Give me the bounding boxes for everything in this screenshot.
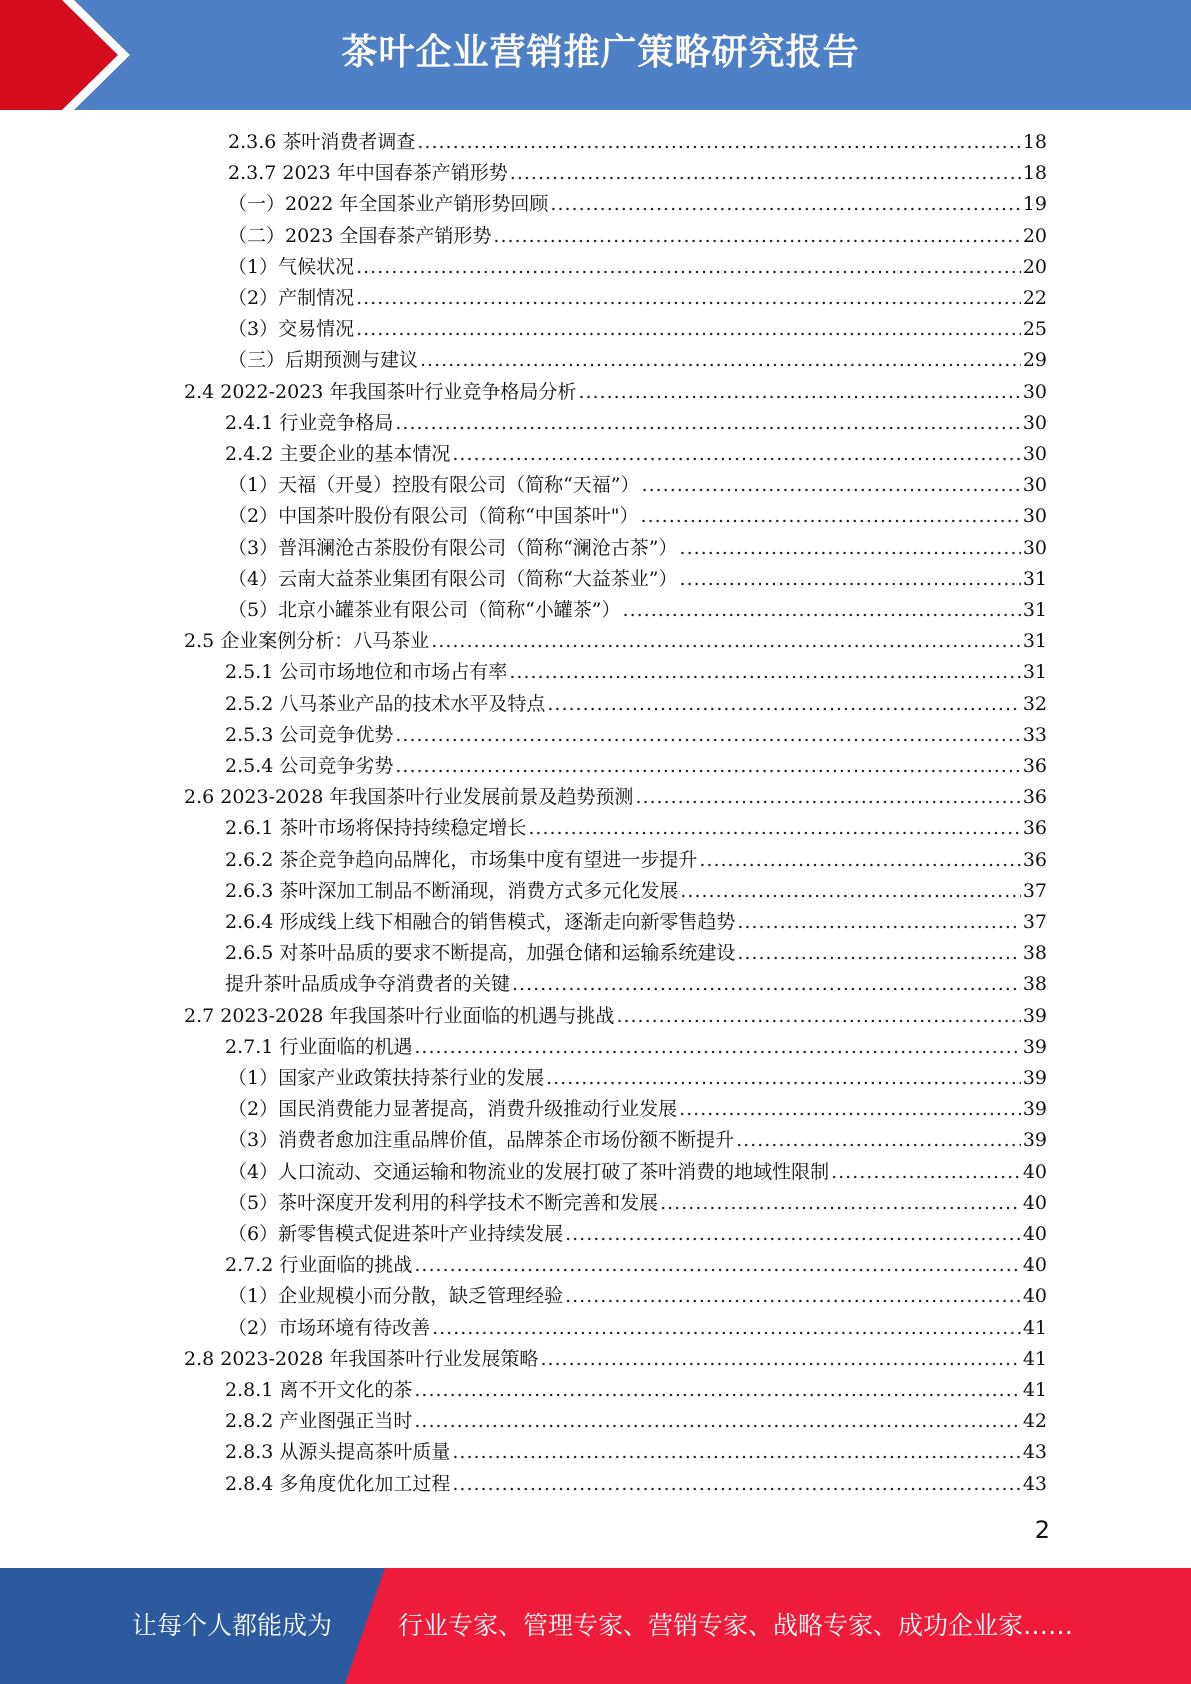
toc-entry-title: 2.4 2022-2023 年我国茶叶行业竞争格局分析 — [184, 380, 577, 403]
toc-entry[interactable] — [225, 1437, 1047, 1468]
toc-entry[interactable] — [184, 626, 1047, 657]
toc-entry-page: 43 — [1022, 1441, 1047, 1464]
toc-entry-title: 2.6.4 形成线上线下相融合的销售模式，逐渐走向新零售趋势 — [225, 911, 736, 933]
toc-dot-leader — [452, 1437, 1020, 1468]
toc-entry-page: 18 — [1022, 162, 1047, 185]
toc-entry-page: 38 — [1022, 973, 1047, 996]
toc-entry-page: 37 — [1022, 879, 1047, 902]
toc-entry[interactable] — [225, 720, 1047, 751]
toc-entry-title: （3）普洱澜沧古茶股份有限公司（简称“澜沧古茶”） — [228, 536, 678, 559]
toc-entry-page: 30 — [1022, 411, 1047, 434]
toc-entry-page: 39 — [1022, 1129, 1047, 1152]
toc-entry-page: 40 — [1022, 1285, 1047, 1308]
toc-entry[interactable] — [225, 657, 1047, 688]
toc-entry-page: 31 — [1022, 599, 1047, 621]
toc-entry[interactable] — [228, 1094, 1047, 1125]
toc-entry-page: 39 — [1022, 1035, 1047, 1058]
toc-entry-title: （一）2022 年全国茶业产销形势回顾 — [228, 193, 549, 216]
toc-entry-page: 36 — [1022, 755, 1047, 777]
toc-entry-title: （4）云南大益茶业集团有限公司（简称“大益茶业”） — [228, 567, 678, 590]
toc-dot-leader — [414, 1406, 1020, 1437]
toc-dot-leader — [528, 813, 1020, 844]
toc-entry[interactable] — [228, 221, 1047, 252]
toc-entry[interactable] — [184, 1344, 1047, 1375]
toc-entry[interactable] — [228, 501, 1047, 532]
toc-entry-page: 40 — [1022, 1223, 1047, 1245]
toc-entry[interactable] — [228, 158, 1047, 189]
toc-entry-page: 20 — [1022, 224, 1047, 247]
toc-entry-title: （2）市场环境有待改善 — [228, 1316, 431, 1339]
toc-entry-page: 39 — [1022, 1004, 1047, 1027]
toc-entry-title: 2.7.1 行业面临的机遇 — [225, 1035, 413, 1058]
toc-dot-leader — [432, 1313, 1021, 1344]
toc-entry-title: 2.5 企业案例分析：八马茶业 — [184, 630, 430, 653]
toc-dot-leader — [565, 1281, 1021, 1312]
toc-dot-leader — [414, 1032, 1020, 1063]
report-title: 茶叶企业营销推广策略研究报告 — [341, 32, 860, 73]
toc-entry-title: （1）企业规模小而分散，缺乏管理经验 — [228, 1285, 564, 1308]
toc-entry[interactable] — [184, 377, 1047, 408]
toc-entry-title: （二）2023 全国春茶产销形势 — [228, 224, 492, 247]
toc-dot-leader — [737, 907, 1020, 938]
toc-entry[interactable] — [228, 1188, 1047, 1219]
toc-entry-page: 30 — [1022, 380, 1047, 403]
toc-entry[interactable] — [184, 782, 1047, 813]
toc-entry-title: （1）国家产业政策扶持茶行业的发展 — [228, 1067, 545, 1089]
toc-entry[interactable] — [225, 1375, 1047, 1406]
toc-entry[interactable] — [228, 1281, 1047, 1312]
toc-entry[interactable] — [228, 1157, 1047, 1188]
toc-entry[interactable] — [225, 1250, 1047, 1281]
toc-dot-leader — [510, 158, 1021, 189]
page-number: 2 — [1034, 1516, 1050, 1544]
toc-dot-leader — [395, 408, 1020, 439]
toc-dot-leader — [452, 1469, 1020, 1500]
toc-dot-leader — [509, 657, 1020, 688]
toc-dot-leader — [660, 1188, 1021, 1219]
toc-dot-leader — [565, 1219, 1021, 1250]
toc-entry-page: 29 — [1022, 349, 1047, 372]
toc-dot-leader — [635, 782, 1020, 813]
toc-dot-leader — [641, 501, 1021, 532]
toc-entry-title: （5）茶叶深度开发利用的科学技术不断完善和发展 — [228, 1191, 659, 1214]
toc-entry-title: 2.6 2023-2028 年我国茶叶行业发展前景及趋势预测 — [184, 786, 634, 809]
toc-entry[interactable] — [228, 1313, 1047, 1344]
toc-entry-page: 30 — [1022, 536, 1047, 559]
toc-entry-title: 2.4.2 主要企业的基本情况 — [225, 443, 451, 465]
toc-entry-page: 40 — [1022, 1191, 1047, 1214]
toc-dot-leader — [414, 1250, 1020, 1281]
toc-entry-page: 43 — [1022, 1472, 1047, 1495]
toc-entry-page: 25 — [1022, 318, 1047, 341]
toc-entry[interactable] — [228, 1063, 1047, 1094]
toc-entry[interactable] — [225, 813, 1047, 844]
toc-entry-title: （4）人口流动、交通运输和物流业的发展打破了茶叶消费的地域性限制 — [228, 1160, 830, 1183]
toc-entry-title: 2.7 2023-2028 年我国茶叶行业面临的机遇与挑战 — [184, 1004, 615, 1027]
toc-entry-page: 18 — [1022, 131, 1047, 153]
toc-dot-leader — [356, 283, 1021, 314]
toc-dot-leader — [680, 564, 1021, 595]
toc-entry-title: （5）北京小罐茶业有限公司（简称“小罐茶”） — [228, 599, 621, 621]
toc-entry[interactable] — [225, 969, 1047, 1000]
toc-entry[interactable] — [225, 1406, 1047, 1437]
toc-entry-title: 提升茶叶品质成争夺消费者的关键 — [225, 973, 511, 996]
toc-entry[interactable] — [228, 189, 1047, 220]
toc-entry-page: 42 — [1022, 1410, 1047, 1433]
toc-entry-page: 31 — [1022, 567, 1047, 590]
toc-entry-page: 19 — [1022, 193, 1047, 216]
toc-entry-page: 33 — [1022, 723, 1047, 746]
toc-entry-title: （三）后期预测与建议 — [228, 349, 419, 372]
toc-dot-leader — [395, 751, 1020, 782]
toc-entry-page: 41 — [1022, 1316, 1047, 1339]
toc-entry-page: 36 — [1022, 848, 1047, 871]
toc-entry-title: （2）中国茶叶股份有限公司（简称“中国茶叶"） — [228, 505, 639, 528]
toc-entry[interactable] — [228, 252, 1047, 283]
toc-entry-page: 39 — [1022, 1067, 1047, 1089]
toc-entry[interactable] — [225, 689, 1047, 720]
toc-dot-leader — [736, 1125, 1021, 1156]
toc-entry[interactable] — [225, 439, 1047, 470]
toc-dot-leader — [547, 689, 1020, 720]
toc-dot-leader — [546, 1063, 1021, 1094]
toc-dot-leader — [420, 345, 1021, 376]
toc-dot-leader — [578, 377, 1020, 408]
toc-entry-title: （1）气候状况 — [228, 255, 355, 278]
toc-entry-page: 30 — [1022, 474, 1047, 497]
toc-entry-title: 2.6.2 茶企竞争趋向品牌化，市场集中度有望进一步提升 — [225, 848, 698, 871]
footer-slogan-left: 让每个人都能成为 — [132, 1611, 333, 1640]
toc-entry[interactable] — [225, 751, 1047, 782]
toc-entry-page: 30 — [1022, 443, 1047, 465]
toc-dot-leader — [417, 127, 1020, 158]
toc-entry-title: 2.7.2 行业面临的挑战 — [225, 1254, 413, 1277]
toc-entry[interactable] — [225, 845, 1047, 876]
toc-entry-title: 2.6.3 茶叶深加工制品不断涌现，消费方式多元化发展 — [225, 879, 679, 902]
toc-dot-leader — [512, 969, 1021, 1000]
toc-entry[interactable] — [228, 533, 1047, 564]
toc-dot-leader — [680, 876, 1020, 907]
toc-dot-leader — [550, 189, 1020, 220]
toc-entry-title: 2.5.2 八马茶业产品的技术水平及特点 — [225, 692, 546, 715]
toc-dot-leader — [623, 595, 1021, 626]
toc-entry-page: 36 — [1022, 786, 1047, 809]
toc-dot-leader — [452, 439, 1020, 470]
toc-entry[interactable] — [228, 470, 1047, 501]
toc-dot-leader — [616, 1001, 1020, 1032]
toc-entry-title: 2.8.2 产业图强正当时 — [225, 1410, 413, 1433]
page-footer — [0, 1568, 1191, 1684]
toc-dot-leader — [356, 314, 1021, 345]
toc-entry-title: 2.8.3 从源头提高茶叶质量 — [225, 1441, 451, 1464]
toc-entry[interactable] — [225, 938, 1047, 969]
toc-entry[interactable] — [228, 564, 1047, 595]
toc-entry-title: （1）天福（开曼）控股有限公司（简称“天福”） — [228, 474, 640, 497]
toc-entry-page: 32 — [1022, 692, 1047, 715]
toc-entry-title: 2.8.4 多角度优化加工过程 — [225, 1472, 451, 1495]
page-header — [0, 0, 1191, 110]
toc-entry-page: 20 — [1022, 255, 1047, 278]
toc-dot-leader — [414, 1375, 1020, 1406]
toc-entry-page: 40 — [1022, 1254, 1047, 1277]
toc-entry-page: 22 — [1022, 287, 1047, 309]
toc-entry-title: 2.6.5 对茶叶品质的要求不断提高，加强仓储和运输系统建设 — [225, 942, 736, 965]
toc-entry-page: 41 — [1022, 1379, 1047, 1401]
toc-entry[interactable] — [225, 408, 1047, 439]
toc-dot-leader — [699, 845, 1020, 876]
toc-entry-title: 2.5.1 公司市场地位和市场占有率 — [225, 661, 508, 684]
toc-entry-page: 39 — [1022, 1098, 1047, 1121]
toc-entry-title: （2）国民消费能力显著提高，消费升级推动行业发展 — [228, 1098, 678, 1121]
toc-dot-leader — [431, 626, 1021, 657]
toc-entry[interactable] — [228, 1125, 1047, 1156]
toc-entry-title: 2.8.1 离不开文化的茶 — [225, 1379, 413, 1401]
toc-entry[interactable] — [228, 283, 1047, 314]
toc-entry-title: 2.6.1 茶叶市场将保持持续稳定增长 — [225, 817, 527, 840]
toc-entry-page: 40 — [1022, 1160, 1047, 1183]
toc-entry[interactable] — [225, 1032, 1047, 1063]
toc-entry[interactable] — [225, 876, 1047, 907]
toc-entry-page: 38 — [1022, 942, 1047, 965]
toc-entry[interactable] — [228, 345, 1047, 376]
toc-entry[interactable] — [228, 595, 1047, 626]
toc-dot-leader — [493, 221, 1020, 252]
toc-entry[interactable] — [225, 1469, 1047, 1500]
toc-entry-page: 31 — [1022, 661, 1047, 684]
toc-entry-title: （3）消费者愈加注重品牌价值，品牌茶企市场份额不断提升 — [228, 1129, 735, 1152]
toc-entry-title: 2.8 2023-2028 年我国茶叶行业发展策略 — [184, 1347, 539, 1370]
toc-dot-leader — [680, 533, 1021, 564]
toc-entry-title: 2.5.4 公司竞争劣势 — [225, 755, 394, 777]
toc-entry[interactable] — [228, 127, 1047, 158]
toc-entry[interactable] — [228, 314, 1047, 345]
toc-entry-title: （3）交易情况 — [228, 318, 355, 341]
toc-entry-title: （6）新零售模式促进茶叶产业持续发展 — [228, 1223, 564, 1245]
toc-dot-leader — [737, 938, 1020, 969]
toc-dot-leader — [642, 470, 1021, 501]
toc-dot-leader — [395, 720, 1020, 751]
toc-entry-title: （2）产制情况 — [228, 287, 355, 309]
toc-entry-page: 41 — [1022, 1347, 1047, 1370]
footer-slogan-right: 行业专家、管理专家、营销专家、战略专家、成功企业家…… — [398, 1611, 1074, 1640]
toc-entry[interactable] — [184, 1001, 1047, 1032]
toc-entry-title: 2.3.7 2023 年中国春茶产销形势 — [228, 162, 508, 185]
toc-dot-leader — [679, 1094, 1021, 1125]
toc-entry-page: 31 — [1022, 630, 1047, 653]
toc-dot-leader — [356, 252, 1021, 283]
toc-entry-page: 30 — [1022, 505, 1047, 528]
toc-entry-title: 2.3.6 茶叶消费者调查 — [228, 131, 416, 153]
toc-entry-page: 37 — [1022, 911, 1047, 933]
toc-dot-leader — [540, 1344, 1020, 1375]
toc-entry-title: 2.4.1 行业竞争格局 — [225, 411, 394, 434]
toc-entry-page: 36 — [1022, 817, 1047, 840]
toc-entry-title: 2.5.3 公司竞争优势 — [225, 723, 394, 746]
toc-entry[interactable] — [228, 1219, 1047, 1250]
toc-dot-leader — [831, 1157, 1021, 1188]
toc-entry[interactable] — [225, 907, 1047, 938]
